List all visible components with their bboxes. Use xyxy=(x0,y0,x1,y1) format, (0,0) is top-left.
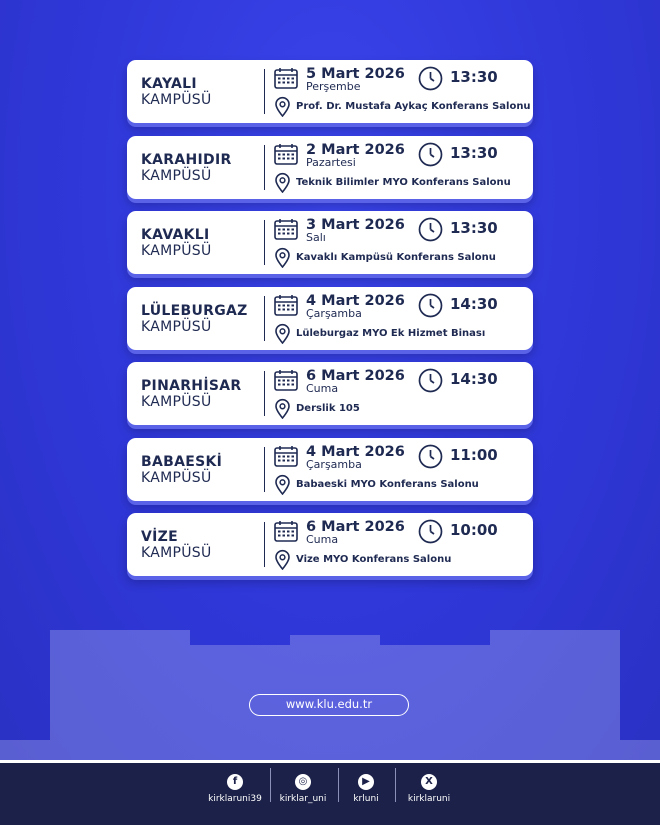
event-time: 13:30 xyxy=(450,143,498,162)
event-date: 6 Mart 2026 xyxy=(306,368,405,384)
campus-name: PINARHİSAR xyxy=(141,378,242,394)
event-date: 3 Mart 2026 xyxy=(306,217,405,233)
campus-title xyxy=(141,529,261,561)
calendar-icon xyxy=(274,294,298,316)
calendar-icon xyxy=(274,218,298,240)
event-time: 13:30 xyxy=(450,219,498,237)
event-date: 2 Mart 2026 xyxy=(306,141,405,158)
card-divider xyxy=(264,296,265,341)
social-handle: kirklar_uni xyxy=(279,794,327,804)
event-date: 4 Mart 2026 xyxy=(306,292,405,309)
event-date: 5 Mart 2026 xyxy=(306,66,405,82)
clock-icon xyxy=(418,444,443,469)
instagram-icon: ◎ xyxy=(295,774,311,790)
campus-name: KAYALI xyxy=(141,76,197,92)
campus-name: LÜLEBURGAZ xyxy=(141,302,248,319)
campus-title xyxy=(141,303,261,335)
card-divider xyxy=(264,145,265,190)
footer-top-line xyxy=(0,760,660,763)
calendar-icon xyxy=(274,369,298,391)
event-time: 10:00 xyxy=(450,521,498,539)
campus-name: VİZE xyxy=(141,529,178,545)
location-pin-icon xyxy=(274,172,291,193)
social-instagram[interactable] xyxy=(272,774,334,804)
campus-name: KAVAKLI xyxy=(141,227,210,243)
footer-divider xyxy=(338,768,339,802)
card-divider xyxy=(264,220,265,265)
social-youtube[interactable] xyxy=(340,774,392,804)
card-divider xyxy=(264,371,265,416)
event-card xyxy=(127,60,533,123)
event-card xyxy=(127,287,533,350)
event-time: 11:00 xyxy=(450,445,498,464)
event-day: Cuma xyxy=(306,382,339,395)
event-day: Pazartesi xyxy=(306,155,356,169)
clock-icon xyxy=(418,66,443,91)
event-venue: Babaeski MYO Konferans Salonu xyxy=(296,478,479,490)
event-time: 14:30 xyxy=(450,370,498,388)
campus-word: KAMPÜSÜ xyxy=(141,167,212,184)
event-venue: Derslik 105 xyxy=(296,403,360,414)
campus-title xyxy=(141,227,261,259)
event-venue: Lüleburgaz MYO Ek Hizmet Binası xyxy=(296,327,486,339)
event-card xyxy=(127,136,533,199)
event-card xyxy=(127,211,533,274)
campus-title xyxy=(141,152,261,184)
location-pin-icon xyxy=(274,323,291,344)
youtube-icon: ▶ xyxy=(358,774,374,790)
campus-title xyxy=(141,378,261,410)
campus-building-image xyxy=(0,600,660,760)
x-icon: X xyxy=(421,774,437,790)
campus-title xyxy=(141,454,261,486)
facebook-icon: f xyxy=(227,774,243,790)
social-handle: kirklaruni39 xyxy=(208,794,262,804)
card-divider xyxy=(264,69,265,114)
campus-word: KAMPÜSÜ xyxy=(141,394,212,410)
clock-icon xyxy=(418,142,443,167)
website-link[interactable]: www.klu.edu.tr xyxy=(249,694,409,716)
event-day: Cuma xyxy=(306,533,339,546)
location-pin-icon xyxy=(274,474,291,495)
clock-icon xyxy=(418,293,443,318)
campus-word: KAMPÜSÜ xyxy=(141,545,212,561)
social-handle: krluni xyxy=(353,794,379,804)
footer-divider xyxy=(395,768,396,802)
event-time: 13:30 xyxy=(450,68,498,86)
event-day: Çarşamba xyxy=(306,306,362,320)
calendar-icon xyxy=(274,445,298,467)
social-handle: kirklaruni xyxy=(407,794,451,804)
location-pin-icon xyxy=(274,96,291,117)
event-venue: Teknik Bilimler MYO Konferans Salonu xyxy=(296,176,511,188)
event-list xyxy=(127,60,533,589)
event-date: 4 Mart 2026 xyxy=(306,443,405,460)
social-facebook[interactable] xyxy=(202,774,268,804)
event-date: 6 Mart 2026 xyxy=(306,519,405,535)
event-day: Çarşamba xyxy=(306,457,362,471)
campus-name: KARAHIDIR xyxy=(141,151,232,168)
event-venue: Vize MYO Konferans Salonu xyxy=(296,554,452,565)
event-card xyxy=(127,513,533,576)
campus-name: BABAESKİ xyxy=(141,453,223,470)
event-time: 14:30 xyxy=(450,294,498,313)
event-day: Salı xyxy=(306,231,326,244)
campus-title xyxy=(141,76,261,108)
clock-icon xyxy=(418,519,443,544)
location-pin-icon xyxy=(274,247,291,268)
footer-divider xyxy=(270,768,271,802)
location-pin-icon xyxy=(274,398,291,419)
event-card xyxy=(127,362,533,425)
campus-word: KAMPÜSÜ xyxy=(141,318,212,335)
card-divider xyxy=(264,522,265,567)
campus-word: KAMPÜSÜ xyxy=(141,92,212,108)
calendar-icon xyxy=(274,520,298,542)
footer xyxy=(0,760,660,825)
social-x[interactable] xyxy=(398,774,460,804)
campus-word: KAMPÜSÜ xyxy=(141,469,212,486)
event-venue: Prof. Dr. Mustafa Aykaç Konferans Salonu xyxy=(296,101,531,112)
location-pin-icon xyxy=(274,549,291,570)
event-card xyxy=(127,438,533,501)
event-day: Perşembe xyxy=(306,80,361,93)
campus-word: KAMPÜSÜ xyxy=(141,243,212,259)
calendar-icon xyxy=(274,67,298,89)
calendar-icon xyxy=(274,143,298,165)
clock-icon xyxy=(418,368,443,393)
clock-icon xyxy=(418,217,443,242)
event-venue: Kavaklı Kampüsü Konferans Salonu xyxy=(296,252,496,263)
card-divider xyxy=(264,447,265,492)
